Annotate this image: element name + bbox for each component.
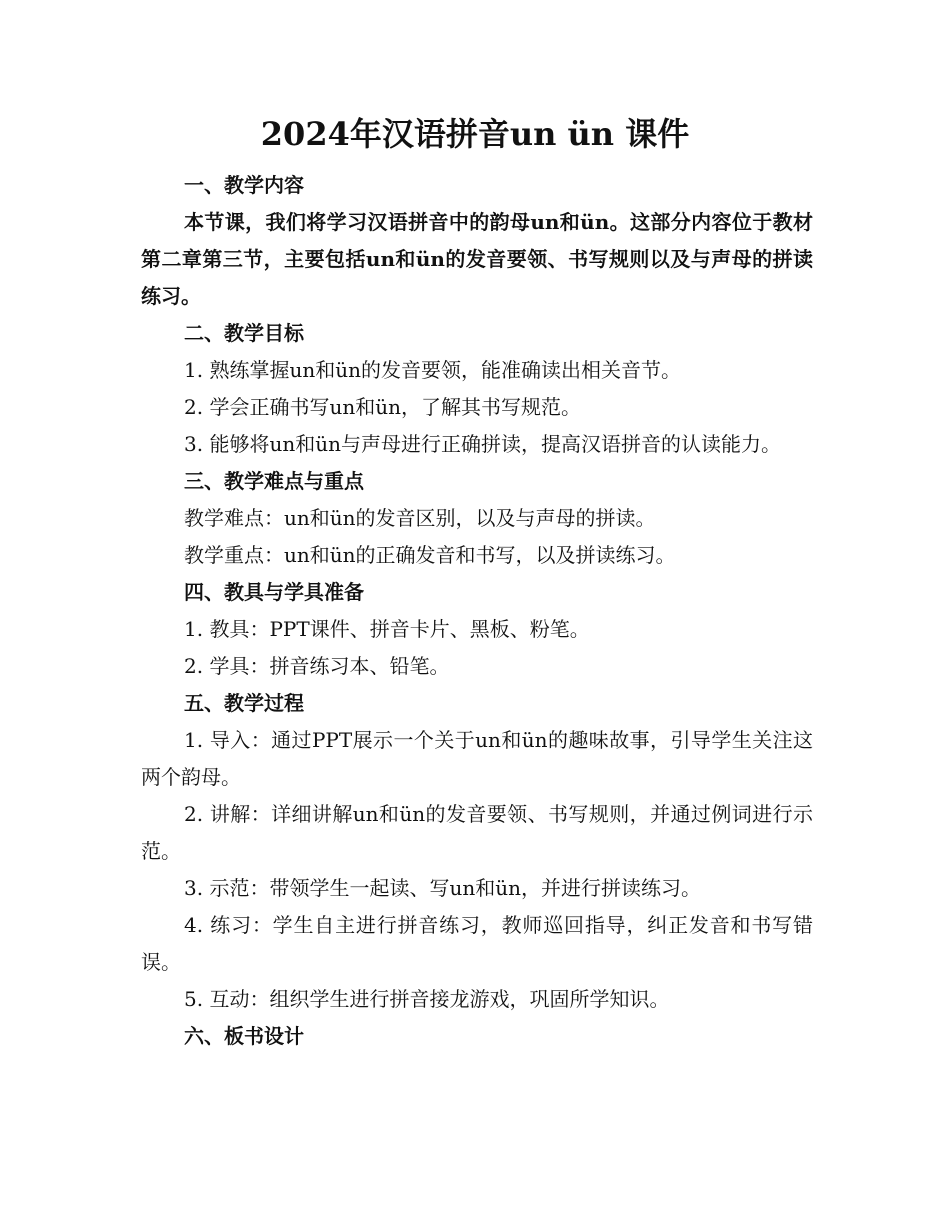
- section-board-design: [141, 1018, 813, 1055]
- document-body: [141, 167, 813, 1055]
- section-paragraph: 教学重点：un和ün的正确发音和书写，以及拼读练习。: [184, 543, 676, 567]
- section-teaching-content: [141, 167, 813, 315]
- list-item: 2. 学具：拼音练习本、铅笔。: [184, 654, 450, 678]
- document-title: 2024年汉语拼音un ün 课件: [260, 115, 690, 153]
- list-item: 3. 示范：带领学生一起读、写un和ün，并进行拼读练习。: [184, 876, 701, 900]
- section-materials: [141, 574, 813, 685]
- list-item: 4. 练习：学生自主进行拼音练习，教师巡回指导，纠正发音和书写错误。: [141, 913, 813, 974]
- section-heading: 一、教学内容: [184, 173, 304, 197]
- section-heading: 四、教具与学具准备: [184, 580, 364, 604]
- list-item: 2. 学会正确书写un和ün，了解其书写规范。: [184, 395, 581, 419]
- list-item: 2. 讲解：详细讲解un和ün的发音要领、书写规则，并通过例词进行示范。: [141, 802, 813, 863]
- list-item: 3. 能够将un和ün与声母进行正确拼读，提高汉语拼音的认读能力。: [184, 432, 781, 456]
- list-item: 1. 熟练掌握un和ün的发音要领，能准确读出相关音节。: [184, 358, 681, 382]
- section-teaching-goals: [141, 315, 813, 463]
- section-difficulties-and-focus: [141, 463, 813, 574]
- section-heading: 六、板书设计: [184, 1024, 304, 1048]
- section-heading: 三、教学难点与重点: [184, 469, 364, 493]
- section-paragraph: 本节课，我们将学习汉语拼音中的韵母un和ün。这部分内容位于教材第二章第三节，主要包括un和ün的发音要领、书写规则以及与声母的拼读练习。: [141, 210, 813, 308]
- section-paragraph: 教学难点：un和ün的发音区别，以及与声母的拼读。: [184, 506, 656, 530]
- section-teaching-process: [141, 685, 813, 1018]
- list-item: 1. 教具：PPT课件、拼音卡片、黑板、粉笔。: [184, 617, 590, 641]
- list-item: 5. 互动：组织学生进行拼音接龙游戏，巩固所学知识。: [184, 987, 670, 1011]
- section-heading: 五、教学过程: [184, 691, 304, 715]
- list-item: 1. 导入：通过PPT展示一个关于un和ün的趣味故事，引导学生关注这两个韵母。: [141, 728, 813, 789]
- section-heading: 二、教学目标: [184, 321, 304, 345]
